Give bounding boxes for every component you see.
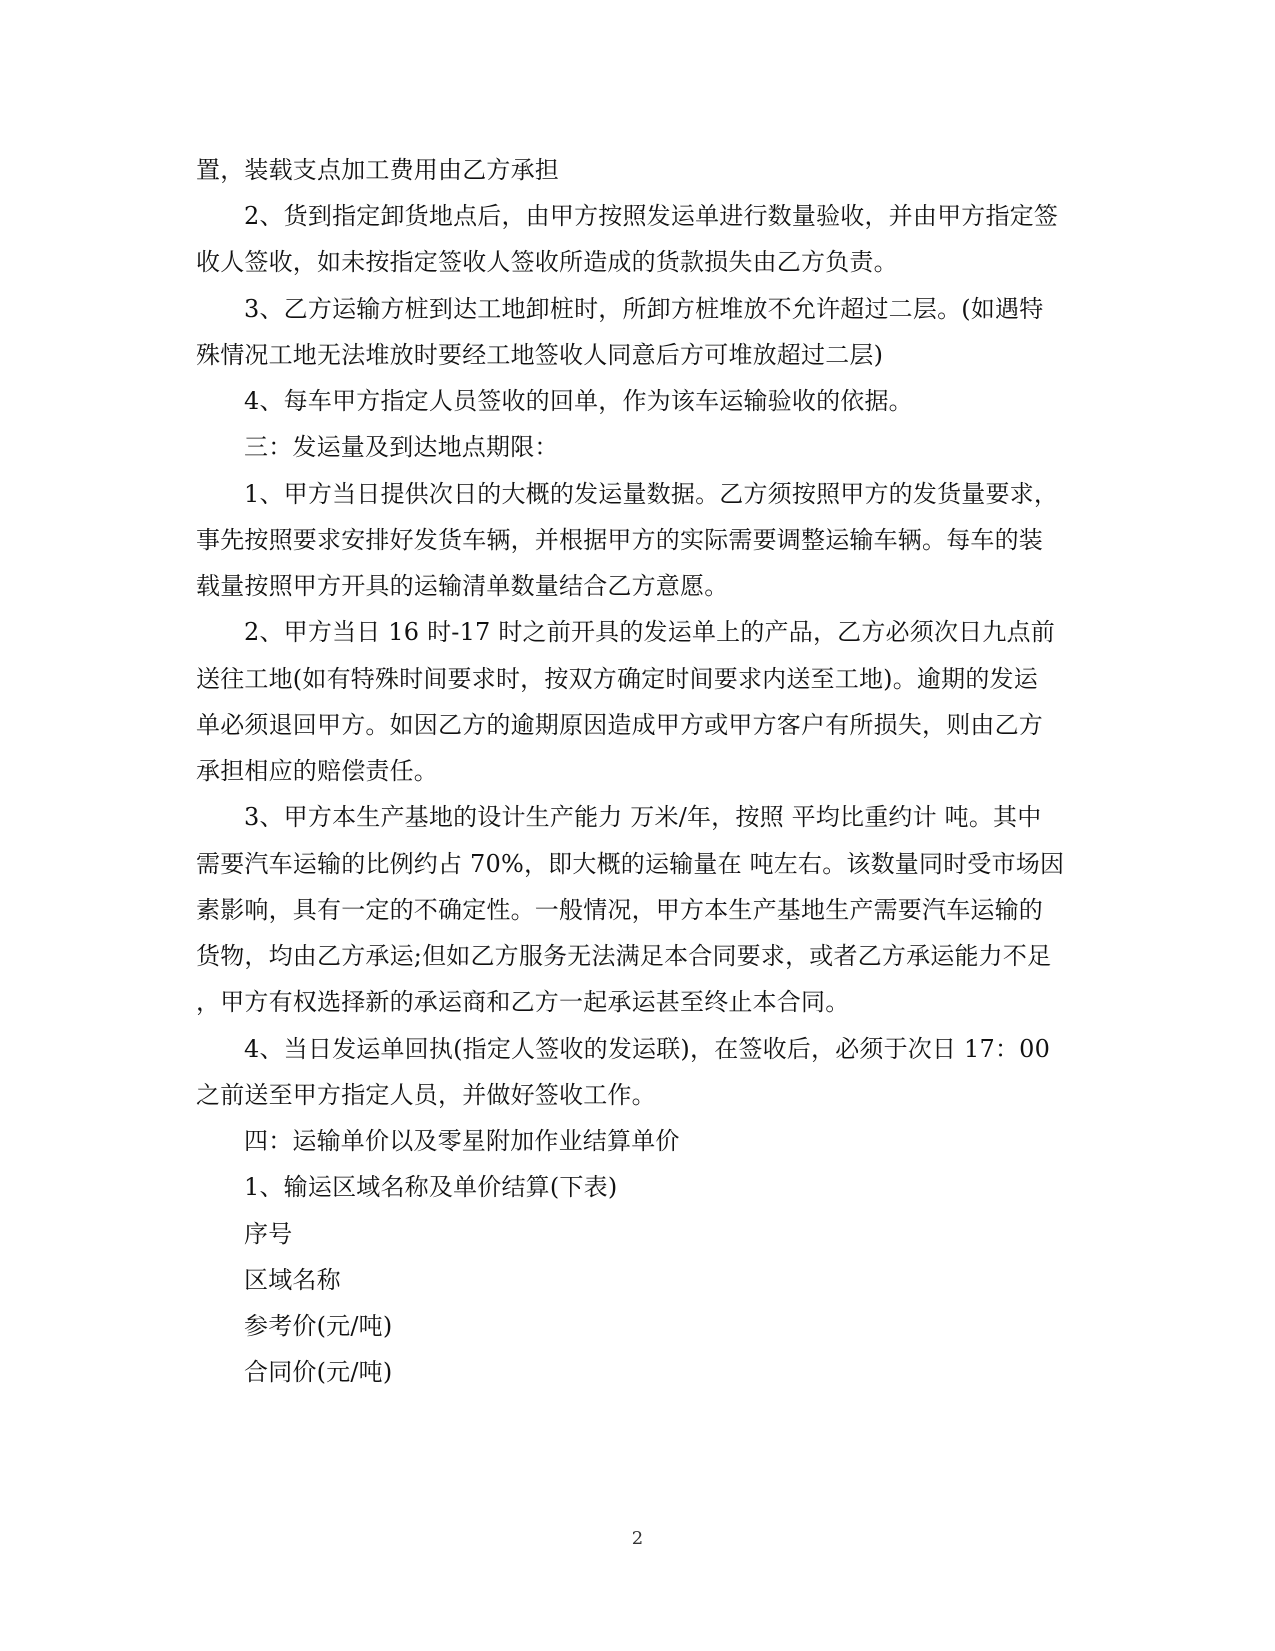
text-line: 素影响，具有一定的不确定性。一般情况，甲方本生产基地生产需要汽车运输的 — [196, 896, 1043, 924]
section-heading: 四：运输单价以及零星附加作业结算单价 — [244, 1127, 680, 1155]
text-line: 1、甲方当日提供次日的大概的发运量数据。乙方须按照甲方的发货量要求， — [244, 480, 1059, 508]
table-header-cell: 参考价(元/吨) — [244, 1312, 393, 1340]
text-line: 3、乙方运输方桩到达工地卸桩时，所卸方桩堆放不允许超过二层。(如遇特 — [244, 295, 1044, 323]
text-line: 载量按照甲方开具的运输清单数量结合乙方意愿。 — [196, 572, 729, 600]
text-line: 3、甲方本生产基地的设计生产能力 万米/年，按照 平均比重约计 吨。其中 — [244, 803, 1042, 831]
text-line: 2、甲方当日 16 时-17 时之前开具的发运单上的产品，乙方必须次日九点前 — [244, 618, 1055, 646]
text-line: 4、当日发运单回执(指定人签收的发运联)，在签收后，必须于次日 17：00 — [244, 1035, 1051, 1063]
text-line: 送往工地(如有特殊时间要求时，按双方确定时间要求内送至工地)。逾期的发运 — [196, 665, 1038, 693]
text-line: 2、货到指定卸货地点后，由甲方按照发运单进行数量验收，并由甲方指定签 — [244, 202, 1059, 230]
text-line: 单必须退回甲方。如因乙方的逾期原因造成甲方或甲方客户有所损失，则由乙方 — [196, 711, 1043, 739]
page-number: 2 — [631, 1528, 644, 1549]
table-header-cell: 区域名称 — [244, 1266, 341, 1294]
text-line: 1、输运区域名称及单价结算(下表) — [244, 1173, 618, 1201]
table-header-cell: 序号 — [244, 1220, 293, 1248]
text-line: ，甲方有权选择新的承运商和乙方一起承运甚至终止本合同。 — [196, 988, 850, 1016]
text-line: 置，装载支点加工费用由乙方承担 — [196, 156, 559, 184]
text-line: 之前送至甲方指定人员，并做好签收工作。 — [196, 1081, 656, 1109]
text-line: 承担相应的赔偿责任。 — [196, 757, 438, 785]
text-line: 货物，均由乙方承运;但如乙方服务无法满足本合同要求，或者乙方承运能力不足 — [196, 942, 1052, 970]
text-line: 殊情况工地无法堆放时要经工地签收人同意后方可堆放超过二层) — [196, 341, 884, 369]
section-heading: 三：发运量及到达地点期限： — [244, 433, 559, 461]
table-header-cell: 合同价(元/吨) — [244, 1358, 393, 1386]
text-line: 收人签收，如未按指定签收人签收所造成的货款损失由乙方负责。 — [196, 248, 898, 276]
text-line: 4、每车甲方指定人员签收的回单，作为该车运输验收的依据。 — [244, 387, 913, 415]
text-line: 需要汽车运输的比例约占 70%，即大概的运输量在 吨左右。该数量同时受市场因 — [196, 850, 1065, 878]
text-line: 事先按照要求安排好发货车辆，并根据甲方的实际需要调整运输车辆。每车的装 — [196, 526, 1043, 554]
